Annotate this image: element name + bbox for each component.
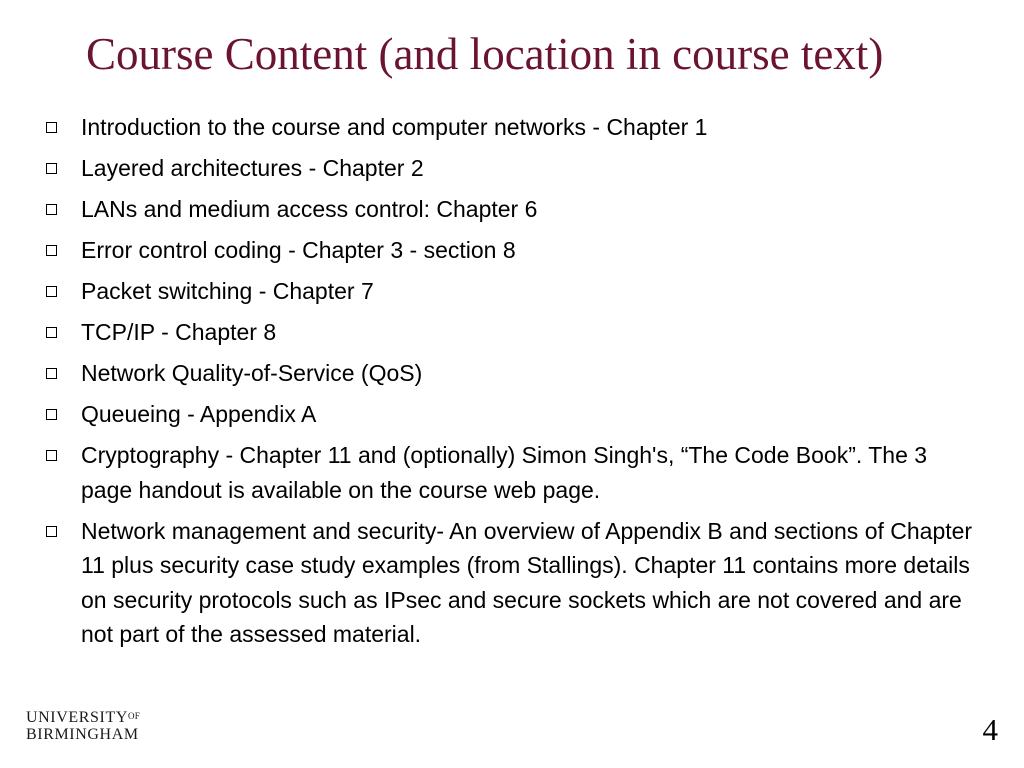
hollow-square-bullet-icon bbox=[46, 122, 57, 133]
hollow-square-bullet-icon bbox=[46, 163, 57, 174]
bullet-item bbox=[44, 397, 984, 432]
hollow-square-bullet-icon bbox=[46, 409, 57, 420]
bullet-item bbox=[44, 233, 984, 268]
bullet-item bbox=[44, 274, 984, 309]
hollow-square-bullet-icon bbox=[46, 526, 57, 537]
logo-birmingham-text: BIRMINGHAM bbox=[26, 726, 139, 743]
hollow-square-bullet-icon bbox=[46, 450, 57, 461]
bullet-item bbox=[44, 192, 984, 227]
hollow-square-bullet-icon bbox=[46, 327, 57, 338]
page-number: 4 bbox=[982, 712, 998, 747]
bullet-text: Queueing - Appendix A bbox=[81, 401, 317, 427]
bullet-text: Layered architectures - Chapter 2 bbox=[81, 155, 424, 181]
bullet-item bbox=[44, 315, 984, 350]
hollow-square-bullet-icon bbox=[46, 368, 57, 379]
hollow-square-bullet-icon bbox=[46, 245, 57, 256]
bullet-text: LANs and medium access control: Chapter 6 bbox=[81, 196, 538, 222]
bullet-item bbox=[44, 438, 984, 507]
bullet-item bbox=[44, 151, 984, 186]
bullet-text: Introduction to the course and computer networks - Chapter 1 bbox=[81, 114, 708, 140]
bullet-text: Error control coding - Chapter 3 - section 8 bbox=[81, 237, 516, 263]
bullet-text: Network Quality-of-Service (QoS) bbox=[81, 360, 423, 386]
slide-title: Course Content (and location in course text) bbox=[86, 29, 884, 79]
logo-of-text: OF bbox=[128, 711, 141, 721]
logo-university-text: UNIVERSITY bbox=[26, 709, 128, 726]
bullet-item bbox=[44, 110, 984, 145]
logo-line-1 bbox=[26, 709, 140, 726]
university-logo bbox=[26, 709, 140, 743]
bullet-text: Packet switching - Chapter 7 bbox=[81, 278, 374, 304]
bullet-list bbox=[44, 110, 984, 658]
bullet-item bbox=[44, 514, 984, 652]
hollow-square-bullet-icon bbox=[46, 204, 57, 215]
bullet-text: Cryptography - Chapter 11 and (optionally) Simon Singh's, “The Code Book”. The 3 page handout is available on the course web page. bbox=[81, 442, 928, 503]
bullet-text: Network management and security- An overview of Appendix B and sections of Chapter 11 plus security case study examples (from Stallings). Chapter 11 contains more details on security protocols such as IPsec and secure sockets which are not covered and are not part of the assessed material. bbox=[81, 517, 973, 647]
bullet-text: TCP/IP - Chapter 8 bbox=[81, 319, 277, 345]
hollow-square-bullet-icon bbox=[46, 286, 57, 297]
bullet-item bbox=[44, 356, 984, 391]
